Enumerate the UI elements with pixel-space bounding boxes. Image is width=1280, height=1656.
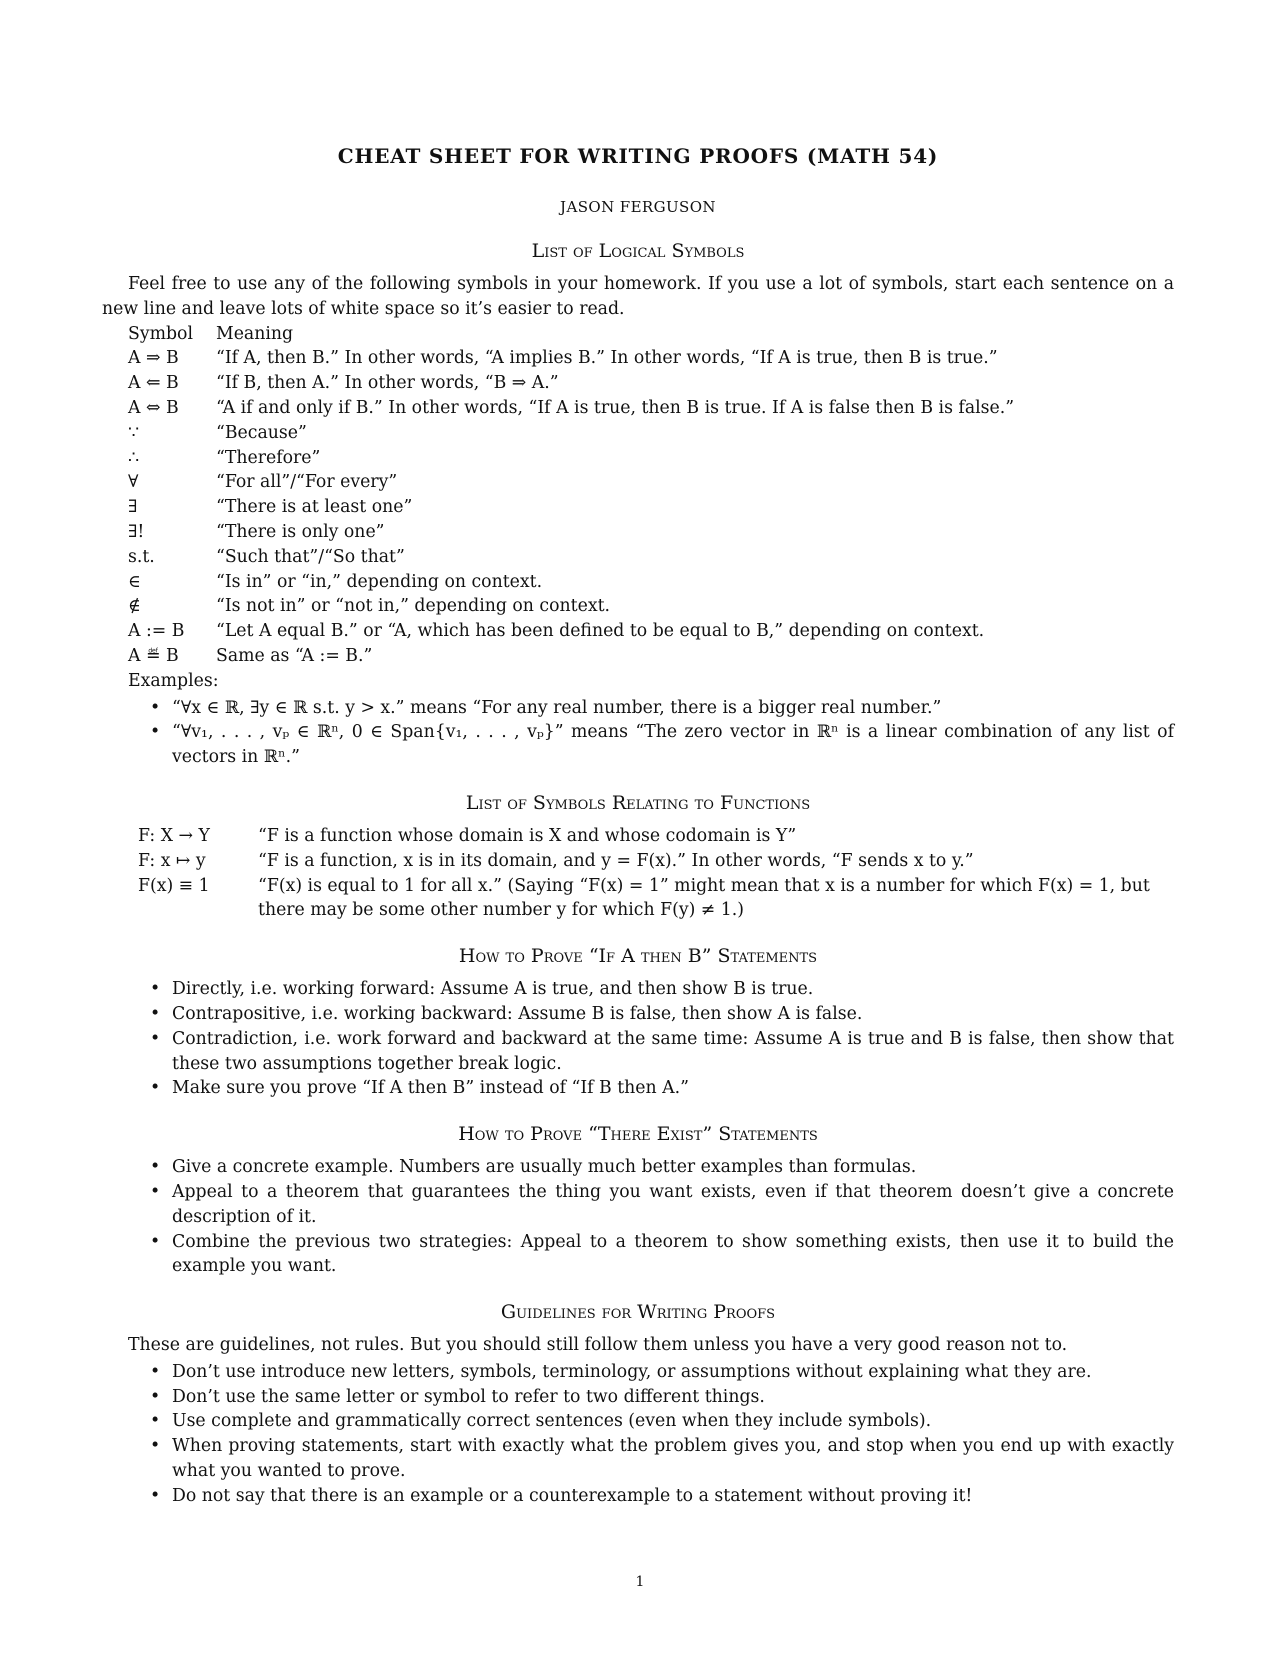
table-row [128, 545, 1014, 570]
list-item: • “∀v₁, . . . , vₚ ∈ ℝⁿ, 0 ∈ Span{v₁, . . . , vₚ}” means “The zero vector in ℝⁿ is a linear combination of any list of vectors in ℝⁿ.” [102, 720, 1174, 770]
meaning-cell: “There is only one” [216, 521, 385, 542]
examples-label: Examples: [128, 670, 219, 691]
table-row [128, 396, 1014, 421]
guidelines-intro: These are guidelines, not rules. But you should still follow them unless you have a very good reason not to. [128, 1335, 1068, 1356]
if-then-strategies-list [102, 977, 1174, 1101]
meaning-cell: “Because” [216, 422, 307, 443]
meaning-cell: “There is at least one” [216, 497, 413, 518]
symbol-cell: A ⇐ B [128, 373, 179, 394]
document-author: JASON FERGUSON [560, 198, 716, 216]
table-row [138, 849, 1174, 874]
list-item: • Make sure you prove “If A then B” instead of “If B then A.” [102, 1076, 1174, 1101]
table-row [138, 824, 1174, 849]
list-item: • Use complete and grammatically correct sentences (even when they include symbols). [102, 1409, 1174, 1434]
meaning-cell: “Therefore” [216, 447, 321, 468]
section-heading-guidelines: Guidelines for Writing Proofs [500, 1301, 776, 1324]
symbol-cell: ∴ [128, 447, 139, 468]
list-item: • “∀x ∈ ℝ, ∃y ∈ ℝ s.t. y > x.” means “For any real number, there is a bigger real number.” [102, 696, 1174, 721]
section-heading-there-exist: How to Prove “There Exist” Statements [458, 1123, 818, 1146]
meaning-cell: “A if and only if B.” In other words, “If A is true, then B is true. If A is false then B is false.” [216, 397, 1015, 418]
meaning-cell: “Is not in” or “not in,” depending on context. [216, 596, 611, 617]
meaning-cell: “If A, then B.” In other words, “A implies B.” In other words, “If A is true, then B is true.” [216, 348, 998, 369]
symbol-cell: A ⇒ B [128, 348, 179, 369]
symbol-cell: ∃! [128, 521, 145, 542]
list-item: • Directly, i.e. working forward: Assume A is true, and then show B is true. [102, 977, 1174, 1002]
symbol-cell: ∀ [128, 472, 139, 493]
table-row [128, 446, 1014, 471]
list-item: • Do not say that there is an example or a counterexample to a statement without proving it! [102, 1484, 1174, 1509]
table-row [128, 520, 1014, 545]
list-item: • Appeal to a theorem that guarantees the thing you want exists, even if that theorem doesn’t give a concrete description of it. [102, 1180, 1174, 1230]
table-row [128, 371, 1014, 396]
table-header-row [128, 322, 1014, 347]
list-item: • Contrapositive, i.e. working backward: Assume B is false, then show A is false. [102, 1002, 1174, 1027]
table-row [128, 644, 1014, 669]
meaning-cell: “F is a function whose domain is X and whose codomain is Y” [258, 825, 797, 846]
symbol-cell: ∈ [128, 571, 141, 592]
list-item: • Don’t use introduce new letters, symbols, terminology, or assumptions without explaining what they are. [102, 1360, 1174, 1385]
meaning-cell: “F(x) is equal to 1 for all x.” (Saying “F(x) = 1” might mean that x is a number for which F(x) = 1, but there may be some other number y for which F(y) ≠ 1.) [258, 875, 1150, 921]
section-heading-logical-symbols: List of Logical Symbols [531, 240, 745, 262]
page-number: 1 [635, 1574, 645, 1590]
column-header-meaning: Meaning [216, 323, 294, 344]
symbol-cell: A := B [128, 621, 185, 642]
table-row [128, 619, 1014, 644]
section-heading-if-then: How to Prove “If A then B” Statements [458, 945, 818, 968]
logical-symbols-table [128, 322, 1014, 669]
list-item: • Don’t use the same letter or symbol to refer to two different things. [102, 1385, 1174, 1410]
symbol-cell: s.t. [128, 546, 155, 567]
document-page [102, 132, 1174, 1509]
meaning-cell: “Let A equal B.” or “A, which has been defined to be equal to B,” depending on context. [216, 621, 985, 642]
list-item: • When proving statements, start with exactly what the problem gives you, and stop when you end up with exactly what you wanted to prove. [102, 1434, 1174, 1484]
function-symbols-table [138, 824, 1174, 923]
table-row [128, 495, 1014, 520]
meaning-cell: Same as “A := B.” [216, 645, 373, 666]
guidelines-list [102, 1360, 1174, 1509]
symbol-cell: F: x ↦ y [138, 850, 206, 871]
logical-symbols-intro: Feel free to use any of the following symbols in your homework. If you use a lot of symbols, start each sentence on a new line and leave lots of white space so it’s easier to read. [102, 274, 1174, 319]
table-row [128, 346, 1014, 371]
symbol-cell: A ≝ B [128, 645, 179, 666]
table-row [128, 421, 1014, 446]
list-item: • Combine the previous two strategies: Appeal to a theorem to show something exists, then use it to build the example you want. [102, 1230, 1174, 1280]
section-heading-functions: List of Symbols Relating to Functions [465, 791, 811, 814]
list-item: • Give a concrete example. Numbers are usually much better examples than formulas. [102, 1155, 1174, 1180]
meaning-cell: “Such that”/“So that” [216, 546, 405, 567]
list-item: • Contradiction, i.e. work forward and backward at the same time: Assume A is true and B is false, then show that these two assumptions together break logic. [102, 1027, 1174, 1077]
table-row [138, 874, 1174, 924]
symbol-cell: F(x) ≡ 1 [138, 875, 210, 896]
meaning-cell: “If B, then A.” In other words, “B ⇒ A.” [216, 373, 559, 394]
symbol-cell: ∃ [128, 497, 138, 518]
table-row [128, 470, 1014, 495]
table-row [128, 594, 1014, 619]
table-row [128, 570, 1014, 595]
symbol-cell: ∉ [128, 596, 141, 617]
symbol-cell: A ⇔ B [128, 397, 179, 418]
symbol-cell: ∵ [128, 422, 139, 443]
examples-list [102, 696, 1174, 770]
meaning-cell: “F is a function, x is in its domain, and y = F(x).” In other words, “F sends x to y.” [258, 850, 974, 871]
meaning-cell: “For all”/“For every” [216, 472, 398, 493]
symbol-cell: F: X → Y [138, 825, 210, 846]
column-header-symbol: Symbol [128, 323, 193, 344]
meaning-cell: “Is in” or “in,” depending on context. [216, 571, 543, 592]
document-title: CHEAT SHEET FOR WRITING PROOFS (MATH 54) [337, 144, 939, 168]
there-exist-strategies-list [102, 1155, 1174, 1279]
